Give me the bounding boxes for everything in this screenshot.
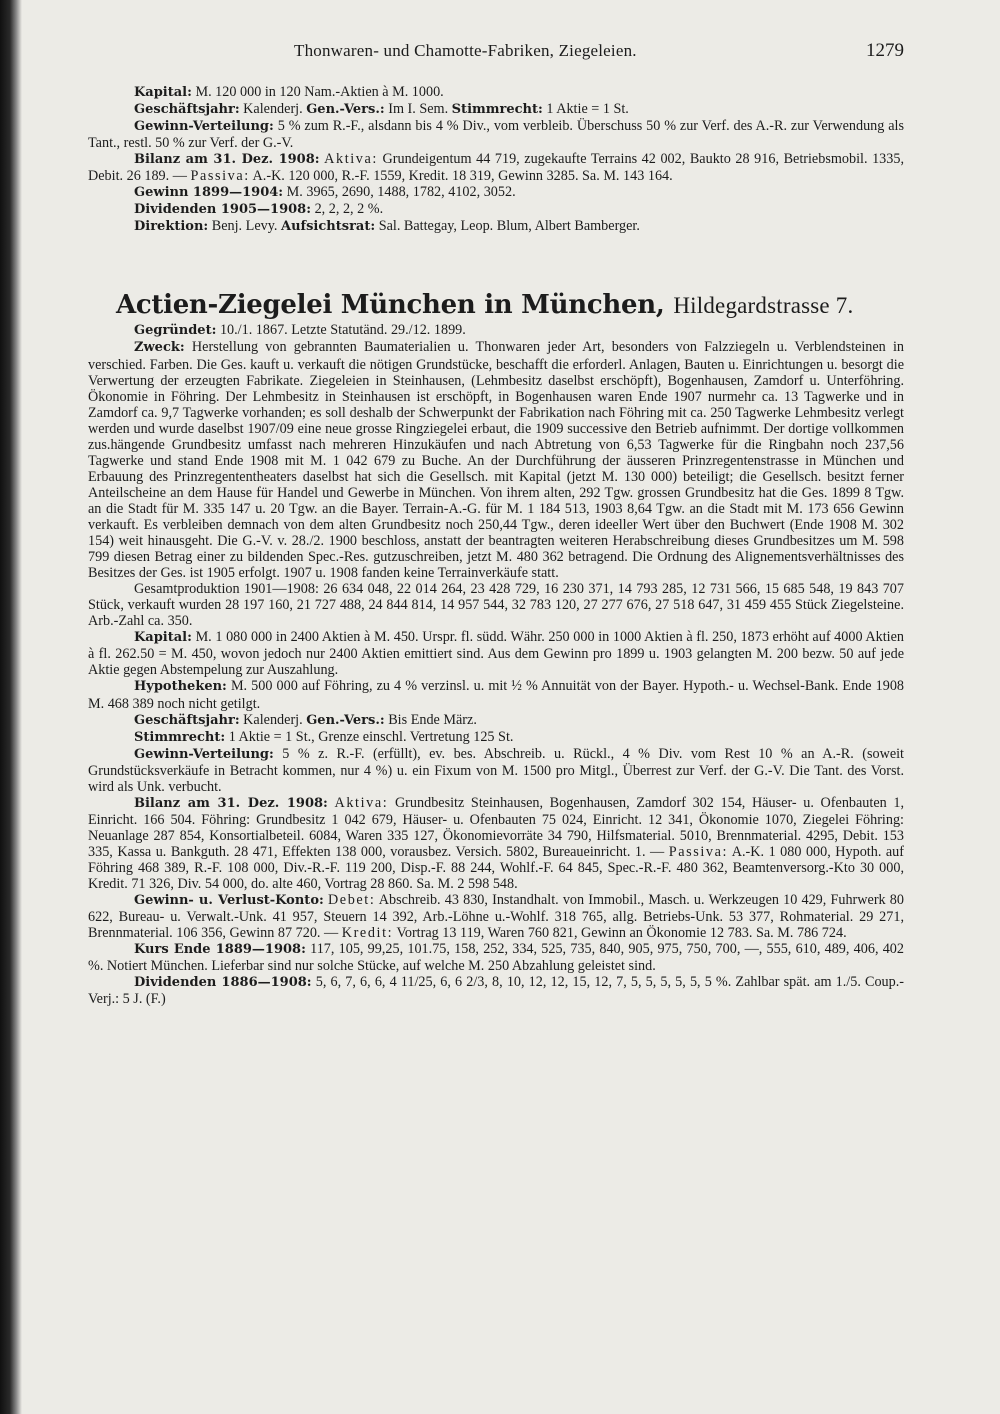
entry-label: Geschäftsjahr:	[134, 712, 240, 728]
entry-label: Dividenden 1905—1908:	[134, 202, 312, 218]
entry-label: Gegründet:	[134, 323, 217, 339]
entry-text: M. 3965, 2690, 1488, 1782, 4102, 3052.	[286, 184, 516, 201]
passiva-label: Passiva:	[668, 843, 729, 860]
entry-text: Abschreib. 43 830, Instandhalt. von Immobil., Masch. u. Werkzeugen 10 429, Fuhrwerk 80 622, Bureau- u. Verwalt.-Unk. 41 957, Steuern 14 392, Arb.-Löhne u.-Wohlf. 318 765, allg. Betriebs-Unk. 53 377, Rohmaterial. 29 271, Brennmaterial. 106 356, Gewinn 87 720. —	[88, 892, 904, 942]
entry-hypotheken	[88, 678, 904, 711]
entry-gesamtproduktion	[88, 581, 904, 629]
entry-text: Grundbesitz Steinhausen, Bogenhausen, Zamdorf 302 154, Häuser- u. Ofenbauten 1, Einricht. 166 504. Föhring: Grundbesitz 1 042 679, Häuser- u. Ofenbauten 75 024, Einricht. 12 341, Ökonomie 1070, Ziegelei Föhring: Neuanlage 287 854, Konsortialbeteil. 6084, Waren 335 127, Ökonomievorräte 34 790, Hilfsmaterial. 5010, Brennmaterial. 4295, Debit. 153 335, Kassa u. Bankguth. 28 471, Effekten 138 000, vorausbez. Versich. 5802, Bureaueinricht. 1. —	[88, 794, 905, 860]
header-title: Thonwaren- und Chamotte-Fabriken, Ziegeleien.	[294, 41, 637, 60]
company-name: Actien-Ziegelei München in München,	[116, 290, 665, 321]
entry-text: Grundeigentum 44 719, zugekaufte Terrains 42 002, Baukto 28 916, Betriebsmobil. 1335, Debit. 26 189. —	[88, 151, 904, 185]
entry-zweck	[88, 339, 904, 581]
entry-label: Aufsichtsrat:	[280, 219, 376, 235]
kredit-label: Kredit:	[341, 925, 394, 942]
aktiva-label: Aktiva:	[324, 151, 378, 168]
entry-label: Stimmrecht:	[451, 102, 543, 118]
entry-label: Kapital:	[134, 630, 192, 646]
company-heading	[88, 290, 904, 320]
entry-text: Herstellung von gebrannten Baumaterialien u. Thonwaren jeder Art, besonders von Falzziegeln u. Verblendsteinen in verschied. Farben. Die Ges. kauft u. verkauft die nötigen Grundstücke, beschafft die erforderl. Anlagen, Bauten u. Einrichtungen u. besorgt die Verwertung der erzeugten Fabrikate. Ziegeleien in Steinhausen, (Lehmbesitz daselbst erschöpft), Bogenhausen, Zamdorf u. Unterföhring. Ökonomie in Föhring. Der Lehmbesitz in Steinhausen ist erschöpft, in Bogenhausen waren Ende 1907 nurmehr ca. 13 Tagwerke und in Zamdorf ca. 9,7 Tagwerke vorhanden; es soll deshalb der Schwerpunkt der Fabrikation nach Föhring mit ca. 250 Tagwerke Lehmbesitz verlegt werden und wurde daselbst 1907/09 eine neue grosse Ringziegelei erbaut, die 1909 successive den Betrieb aufnimmt. Der dortige vollkommen zus.hängende Grundbesitz umfasst nach mehreren Hinzukäufen und nach Abtretung von 6,53 Tagwerke für die Ringbahn noch 237,56 Tagwerke und stand Ende 1908 mit M. 1 042 679 zu Buche. An der Durchführung der äusseren Prinzregentenstrasse in München und Erbauung des Prinzregententheaters daselbst hat sich die Gesellsch. mit Kapital (jetzt M. 130 000) beteiligt; die Gesellsch. besitzt ferner Anteilscheine an dem Hause für Handel und Gewerbe in München. Von ihrem alten, 292 Tgw. grossen Grundbesitz hat die Ges. 1899 8 Tgw. an die Stadt für M. 335 147 u. 20 Tgw. an die Bayer. Terrain-A.-G. für M. 1 184 513, 1903 8,64 Tgw. an die Stadt mit M. 173 656 Gewinn verkauft. Es verbleiben demnach von dem alten Grundbesitz noch 250,44 Tgw., deren ideeller Wert über den Buchwert (Ende 1908 M. 302 154) weit hinausgeht. Die G.-V. v. 28./2. 1900 beschloss, anstatt der beantragten weiteren Herabschreibung dieses Grundbesitzes um M. 598 799 diesen Betrag einer zu bildenden Spec.-Res. gutzuschreiben, jetzt M. 480 362 betragend. Die Ordnung des Alignementsverhältnisses des Besitzes der Ges. ist 1905 erfolgt. 1907 u. 1908 fanden keine Terrainverkäufe statt.	[88, 339, 904, 582]
prev-gewinn-verteilung	[88, 118, 904, 151]
entry-label: Gewinn-Verteilung:	[134, 119, 274, 135]
entry-text: M. 500 000 auf Föhring, zu 4 % verzinsl. u. mit ½ % Annuität von der Bayer. Hypoth.- u. Wechsel-Bank. Ende 1908 M. 468 389 noch nicht getilgt.	[88, 678, 905, 712]
entry-label: Bilanz am 31. Dez. 1908:	[134, 795, 328, 811]
page-binding-edge	[0, 0, 22, 1414]
prev-direktion	[88, 218, 904, 235]
entry-text: Bis Ende März.	[388, 711, 477, 728]
entry-text: 1 Aktie = 1 St.	[546, 101, 629, 118]
entry-text: M. 120 000 in 120 Nam.-Aktien à M. 1000.	[195, 84, 444, 100]
debet-label: Debet:	[327, 892, 376, 909]
entry-label: Zweck:	[134, 340, 185, 356]
prev-gewinn	[88, 184, 904, 201]
entry-gegruendet	[88, 322, 904, 339]
entry-gewinn-verlust-konto	[88, 892, 904, 941]
entry-label: Gen.-Vers.:	[306, 102, 385, 118]
entry-text: Gesamtproduktion 1901—1908: 26 634 048, 22 014 264, 23 428 729, 16 230 371, 14 793 285, 12 731 566, 15 685 548, 19 843 707 Stück, verkauft wurden 28 197 160, 21 727 488, 24 844 814, 14 957 544, 32 783 120, 27 277 676, 27 518 647, 31 459 455 Stück Ziegelsteine. Arb.-Zahl ca. 350.	[88, 581, 904, 630]
entry-text: 10./1. 1867. Letzte Statutänd. 29./12. 1899.	[219, 322, 466, 339]
entry-label: Kapital:	[134, 85, 192, 100]
entry-text: 5 % zum R.-F., alsdann bis 4 % Div., vom verbleib. Überschuss 50 % zur Verf. des A.-R. zur Verwendung als Tant., restl. 50 % zur Verf. der G.-V.	[88, 118, 905, 152]
company-address: Hildegardstrasse 7.	[673, 293, 854, 319]
entry-label: Dividenden 1886—1908:	[134, 975, 312, 991]
entry-text: 1 Aktie = 1 St., Grenze einschl. Vertretung 125 St.	[228, 728, 514, 745]
entry-dividenden	[88, 974, 904, 1007]
entry-text: 2, 2, 2, 2 %.	[314, 201, 384, 218]
prev-bilanz	[88, 151, 904, 184]
entry-stimmrecht	[88, 729, 904, 746]
entry-label: Gen.-Vers.:	[306, 712, 385, 728]
entry-label: Hypotheken:	[134, 679, 227, 695]
document-page	[88, 40, 904, 1007]
entry-text: A.-K. 1 080 000, Hypoth. auf Föhring 468 389, R.-F. 108 000, Div.-R.-F. 119 200, Disp.-F. 88 244, Wohlf.-F. 64 845, Spec.-R.-F. 480 362, Beamtenversorg.-Kto 30 000, Kredit. 71 326, Div. 54 000, do. alte 460, Vortrag 28 860. Sa. M. 2 598 548.	[88, 843, 904, 893]
entry-label: Gewinn-Verteilung:	[134, 746, 274, 762]
entry-text: 5, 6, 7, 6, 6, 4 11/25, 6, 6 2/3, 8, 10, 12, 12, 15, 12, 7, 5, 5, 5, 5, 5, 5 %. Zahlbar spät. am 1./5. Coup.-Verj.: 5 J. (F.)	[88, 974, 905, 1008]
entry-label: Gewinn 1899—1904:	[134, 185, 284, 201]
entry-text: Sal. Battegay, Leop. Blum, Albert Bamberger.	[378, 218, 640, 235]
prev-dividenden	[88, 201, 904, 218]
entry-text: M. 1 080 000 in 2400 Aktien à M. 450. Urspr. fl. südd. Währ. 250 000 in 1000 Aktien à fl. 250, 1873 erhöht auf 4000 Aktien à fl. 262.50 = M. 450, wovon jedoch nur 2400 Aktien emittiert sind. Aus dem Gewinn pro 1899 u. 1903 gelangten M. 200 bezw. 50 auf jede Aktie gegen Abstempelung zur Auszahlung.	[88, 629, 905, 679]
passiva-label: Passiva:	[190, 168, 250, 185]
prev-kapital	[88, 84, 904, 101]
entry-text: Kalenderj.	[243, 101, 303, 118]
entry-label: Gewinn- u. Verlust-Konto:	[134, 893, 324, 909]
entry-text: 117, 105, 99,25, 101.75, 158, 252, 334, 525, 735, 840, 905, 975, 750, 700, —, 555, 610, 489, 406, 402 %. Notiert München. Lieferbar sind nur solche Stücke, auf welche M. 250 Abzahlung geleistet sind.	[88, 941, 904, 975]
prev-geschaeftsjahr	[88, 101, 904, 118]
entry-label: Bilanz am 31. Dez. 1908:	[134, 152, 320, 168]
entry-text: 5 % z. R.-F. (erfüllt), ev. bes. Abschreib. u. Rückl., 4 % Div. vom Rest 10 % an A.-R. (soweit Grundstücksverkäufe in Betracht kommen, nur 4 %) u. ein Fixum von M. 1500 pro Mitgl., Überrest zur Verf. der G.-V. Die Tant. des Vorst. wird als Unk. verbucht.	[88, 745, 904, 795]
aktiva-label: Aktiva:	[334, 794, 389, 811]
entry-text: Benj. Levy.	[211, 218, 278, 235]
entry-kurs	[88, 941, 904, 974]
entry-label: Stimmrecht:	[134, 729, 226, 745]
page-number: 1279	[866, 40, 904, 61]
entry-label: Kurs Ende 1889—1908:	[134, 942, 306, 958]
entry-kapital	[88, 629, 904, 678]
running-header	[88, 40, 904, 62]
entry-text: Im I. Sem.	[388, 101, 449, 118]
entry-text: Vortrag 13 119, Waren 760 821, Gewinn an Ökonomie 12 783. Sa. M. 786 724.	[396, 925, 847, 942]
entry-text: A.-K. 120 000, R.-F. 1559, Kredit. 18 319, Gewinn 3285. Sa. M. 143 164.	[252, 168, 673, 185]
entry-text: Kalenderj.	[243, 711, 303, 728]
entry-geschaeftsjahr	[88, 712, 904, 729]
entry-label: Direktion:	[134, 219, 209, 235]
entry-label: Geschäftsjahr:	[134, 102, 240, 118]
entry-bilanz	[88, 795, 904, 892]
entry-gewinn-verteilung	[88, 746, 904, 795]
